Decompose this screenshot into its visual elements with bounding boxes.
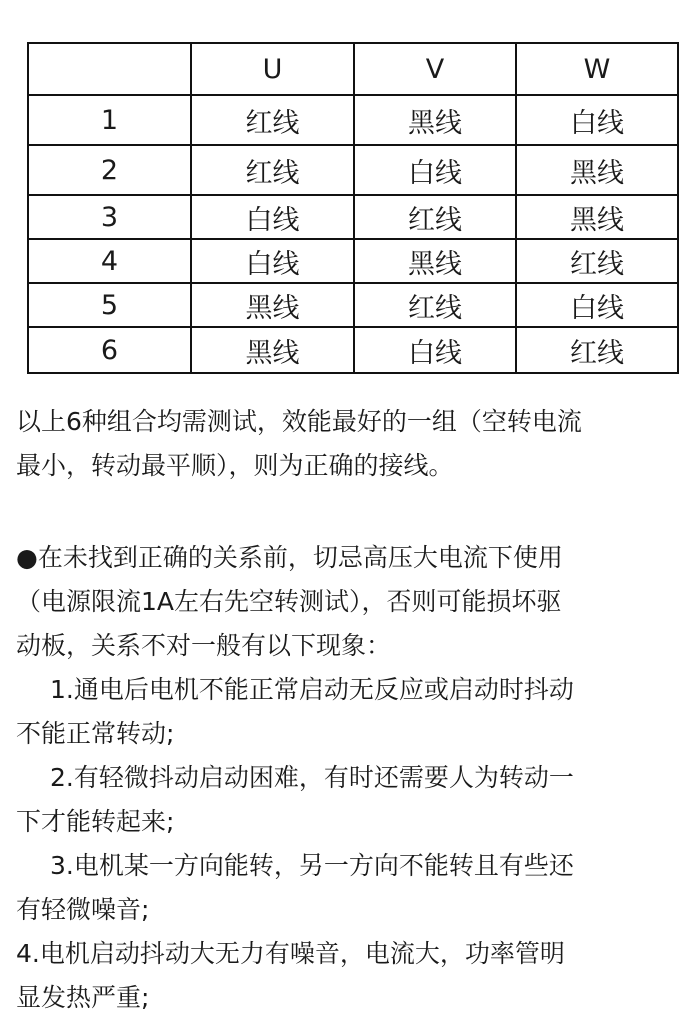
- row-number-cell: 2: [28, 145, 191, 195]
- w-wire-cell: 红线: [516, 239, 678, 283]
- w-wire-cell: 黑线: [516, 145, 678, 195]
- header-cell-v: V: [354, 43, 516, 95]
- symptom-line: 下才能转起来;: [16, 807, 175, 836]
- row-number-cell: 5: [28, 283, 191, 327]
- table-header-row: [28, 43, 678, 95]
- u-wire-cell: 白线: [191, 195, 354, 239]
- symptom-line: 不能正常转动;: [16, 719, 175, 748]
- u-wire-cell: 红线: [191, 95, 354, 145]
- wiring-combination-table: [27, 42, 679, 374]
- symptom-line: 有轻微噪音;: [16, 895, 150, 924]
- w-wire-cell: 白线: [516, 283, 678, 327]
- warning-line: （电源限流1A左右先空转测试），否则可能损坏驱: [16, 587, 562, 616]
- summary-line: 以上6种组合均需测试，效能最好的一组（空转电流: [16, 407, 582, 436]
- header-cell-corner: [28, 43, 191, 95]
- header-cell-u: U: [191, 43, 354, 95]
- warning-line: ●在未找到正确的关系前，切忌高压大电流下使用: [16, 543, 563, 572]
- row-number-cell: 3: [28, 195, 191, 239]
- w-wire-cell: 白线: [516, 95, 678, 145]
- table-row: [28, 145, 678, 195]
- warning-paragraph: [16, 536, 692, 1020]
- table-row: [28, 95, 678, 145]
- v-wire-cell: 白线: [354, 145, 516, 195]
- row-number-cell: 6: [28, 327, 191, 373]
- table-row: [28, 283, 678, 327]
- warning-line: 动板，关系不对一般有以下现象：: [16, 631, 392, 660]
- row-number-cell: 4: [28, 239, 191, 283]
- v-wire-cell: 白线: [354, 327, 516, 373]
- v-wire-cell: 黑线: [354, 95, 516, 145]
- v-wire-cell: 黑线: [354, 239, 516, 283]
- u-wire-cell: 白线: [191, 239, 354, 283]
- v-wire-cell: 红线: [354, 195, 516, 239]
- table-row: [28, 195, 678, 239]
- symptom-line: 2.有轻微抖动启动困难，有时还需要人为转动一: [50, 763, 574, 792]
- table-row: [28, 327, 678, 373]
- u-wire-cell: 黑线: [191, 327, 354, 373]
- w-wire-cell: 黑线: [516, 195, 678, 239]
- header-cell-w: W: [516, 43, 678, 95]
- table-row: [28, 239, 678, 283]
- v-wire-cell: 红线: [354, 283, 516, 327]
- row-number-cell: 1: [28, 95, 191, 145]
- symptom-line: 4.电机启动抖动大无力有噪音，电流大，功率管明: [16, 939, 565, 968]
- symptom-line: 1.通电后电机不能正常启动无反应或启动时抖动: [50, 675, 574, 704]
- summary-line: 最小，转动最平顺），则为正确的接线。: [16, 451, 454, 480]
- w-wire-cell: 红线: [516, 327, 678, 373]
- symptom-line: 3.电机某一方向能转，另一方向不能转且有些还: [50, 851, 574, 880]
- symptom-line: 显发热严重;: [16, 983, 150, 1012]
- u-wire-cell: 红线: [191, 145, 354, 195]
- u-wire-cell: 黑线: [191, 283, 354, 327]
- summary-paragraph: [16, 400, 692, 488]
